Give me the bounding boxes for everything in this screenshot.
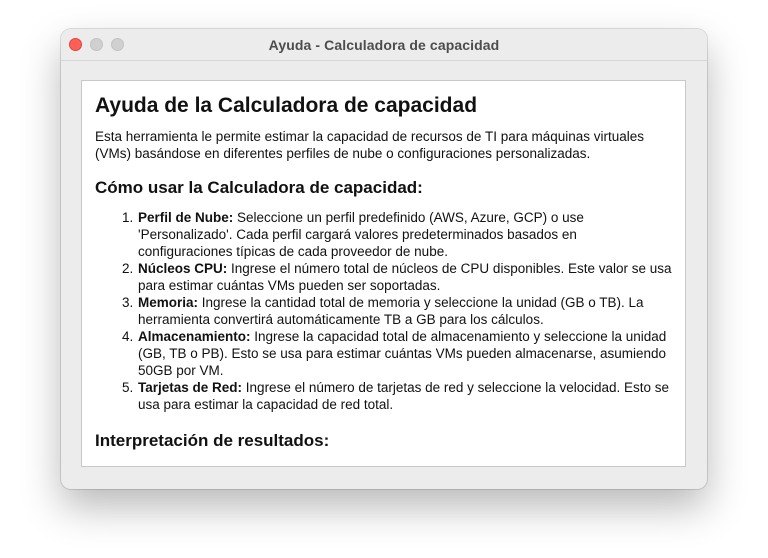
list-item [137, 379, 673, 413]
list-item [137, 209, 673, 260]
help-heading: Ayuda de la Calculadora de capacidad [95, 94, 478, 117]
step-term: Núcleos CPU: [138, 261, 228, 276]
step-term: Almacenamiento: [138, 329, 251, 344]
step-text: Ingrese la cantidad total de memoria y seleccione la unidad (GB o TB). La herramienta convertirá automáticamente TB a GB para los cálculos. [138, 295, 644, 327]
step-text: Ingrese la capacidad total de almacenamiento y seleccione la unidad (GB, TB o PB). Esto se usa para estimar cuántas VMs pueden almacenarse, asumiendo 50GB por VM. [138, 329, 667, 378]
window-controls [69, 38, 124, 51]
steps-list [95, 209, 673, 413]
close-window-button[interactable] [69, 38, 82, 51]
step-text: Seleccione un perfil predefinido (AWS, Azure, GCP) o use 'Personalizado'. Cada perfil cargará valores predeterminados basados en configuraciones típicas de cada proveedor de nube. [138, 210, 584, 259]
help-window [61, 29, 707, 489]
list-item [137, 260, 673, 294]
minimize-window-button[interactable] [90, 38, 103, 51]
step-text: Ingrese el número de tarjetas de red y seleccione la velocidad. Esto se usa para estimar la capacidad de red total. [138, 380, 670, 412]
results-heading: Interpretación de resultados: [95, 431, 330, 450]
step-term: Perfil de Nube: [138, 210, 234, 225]
help-content-scroll-area[interactable] [81, 80, 686, 467]
help-content [95, 93, 673, 452]
title-bar[interactable] [61, 29, 707, 60]
title-divider [61, 60, 707, 61]
list-item [137, 294, 673, 328]
step-term: Memoria: [138, 295, 199, 310]
how-to-heading: Cómo usar la Calculadora de capacidad: [95, 178, 423, 197]
zoom-window-button[interactable] [111, 38, 124, 51]
step-text: Ingrese el número total de núcleos de CPU disponibles. Este valor se usa para estimar cuántas VMs pueden ser soportadas. [138, 261, 672, 293]
list-item [137, 328, 673, 379]
step-term: Tarjetas de Red: [138, 380, 243, 395]
window-title: Ayuda - Calculadora de capacidad [268, 36, 500, 53]
help-intro: Esta herramienta le permite estimar la capacidad de recursos de TI para máquinas virtuales (VMs) basándose en diferentes perfiles de nube o configuraciones personalizadas. [95, 129, 645, 161]
